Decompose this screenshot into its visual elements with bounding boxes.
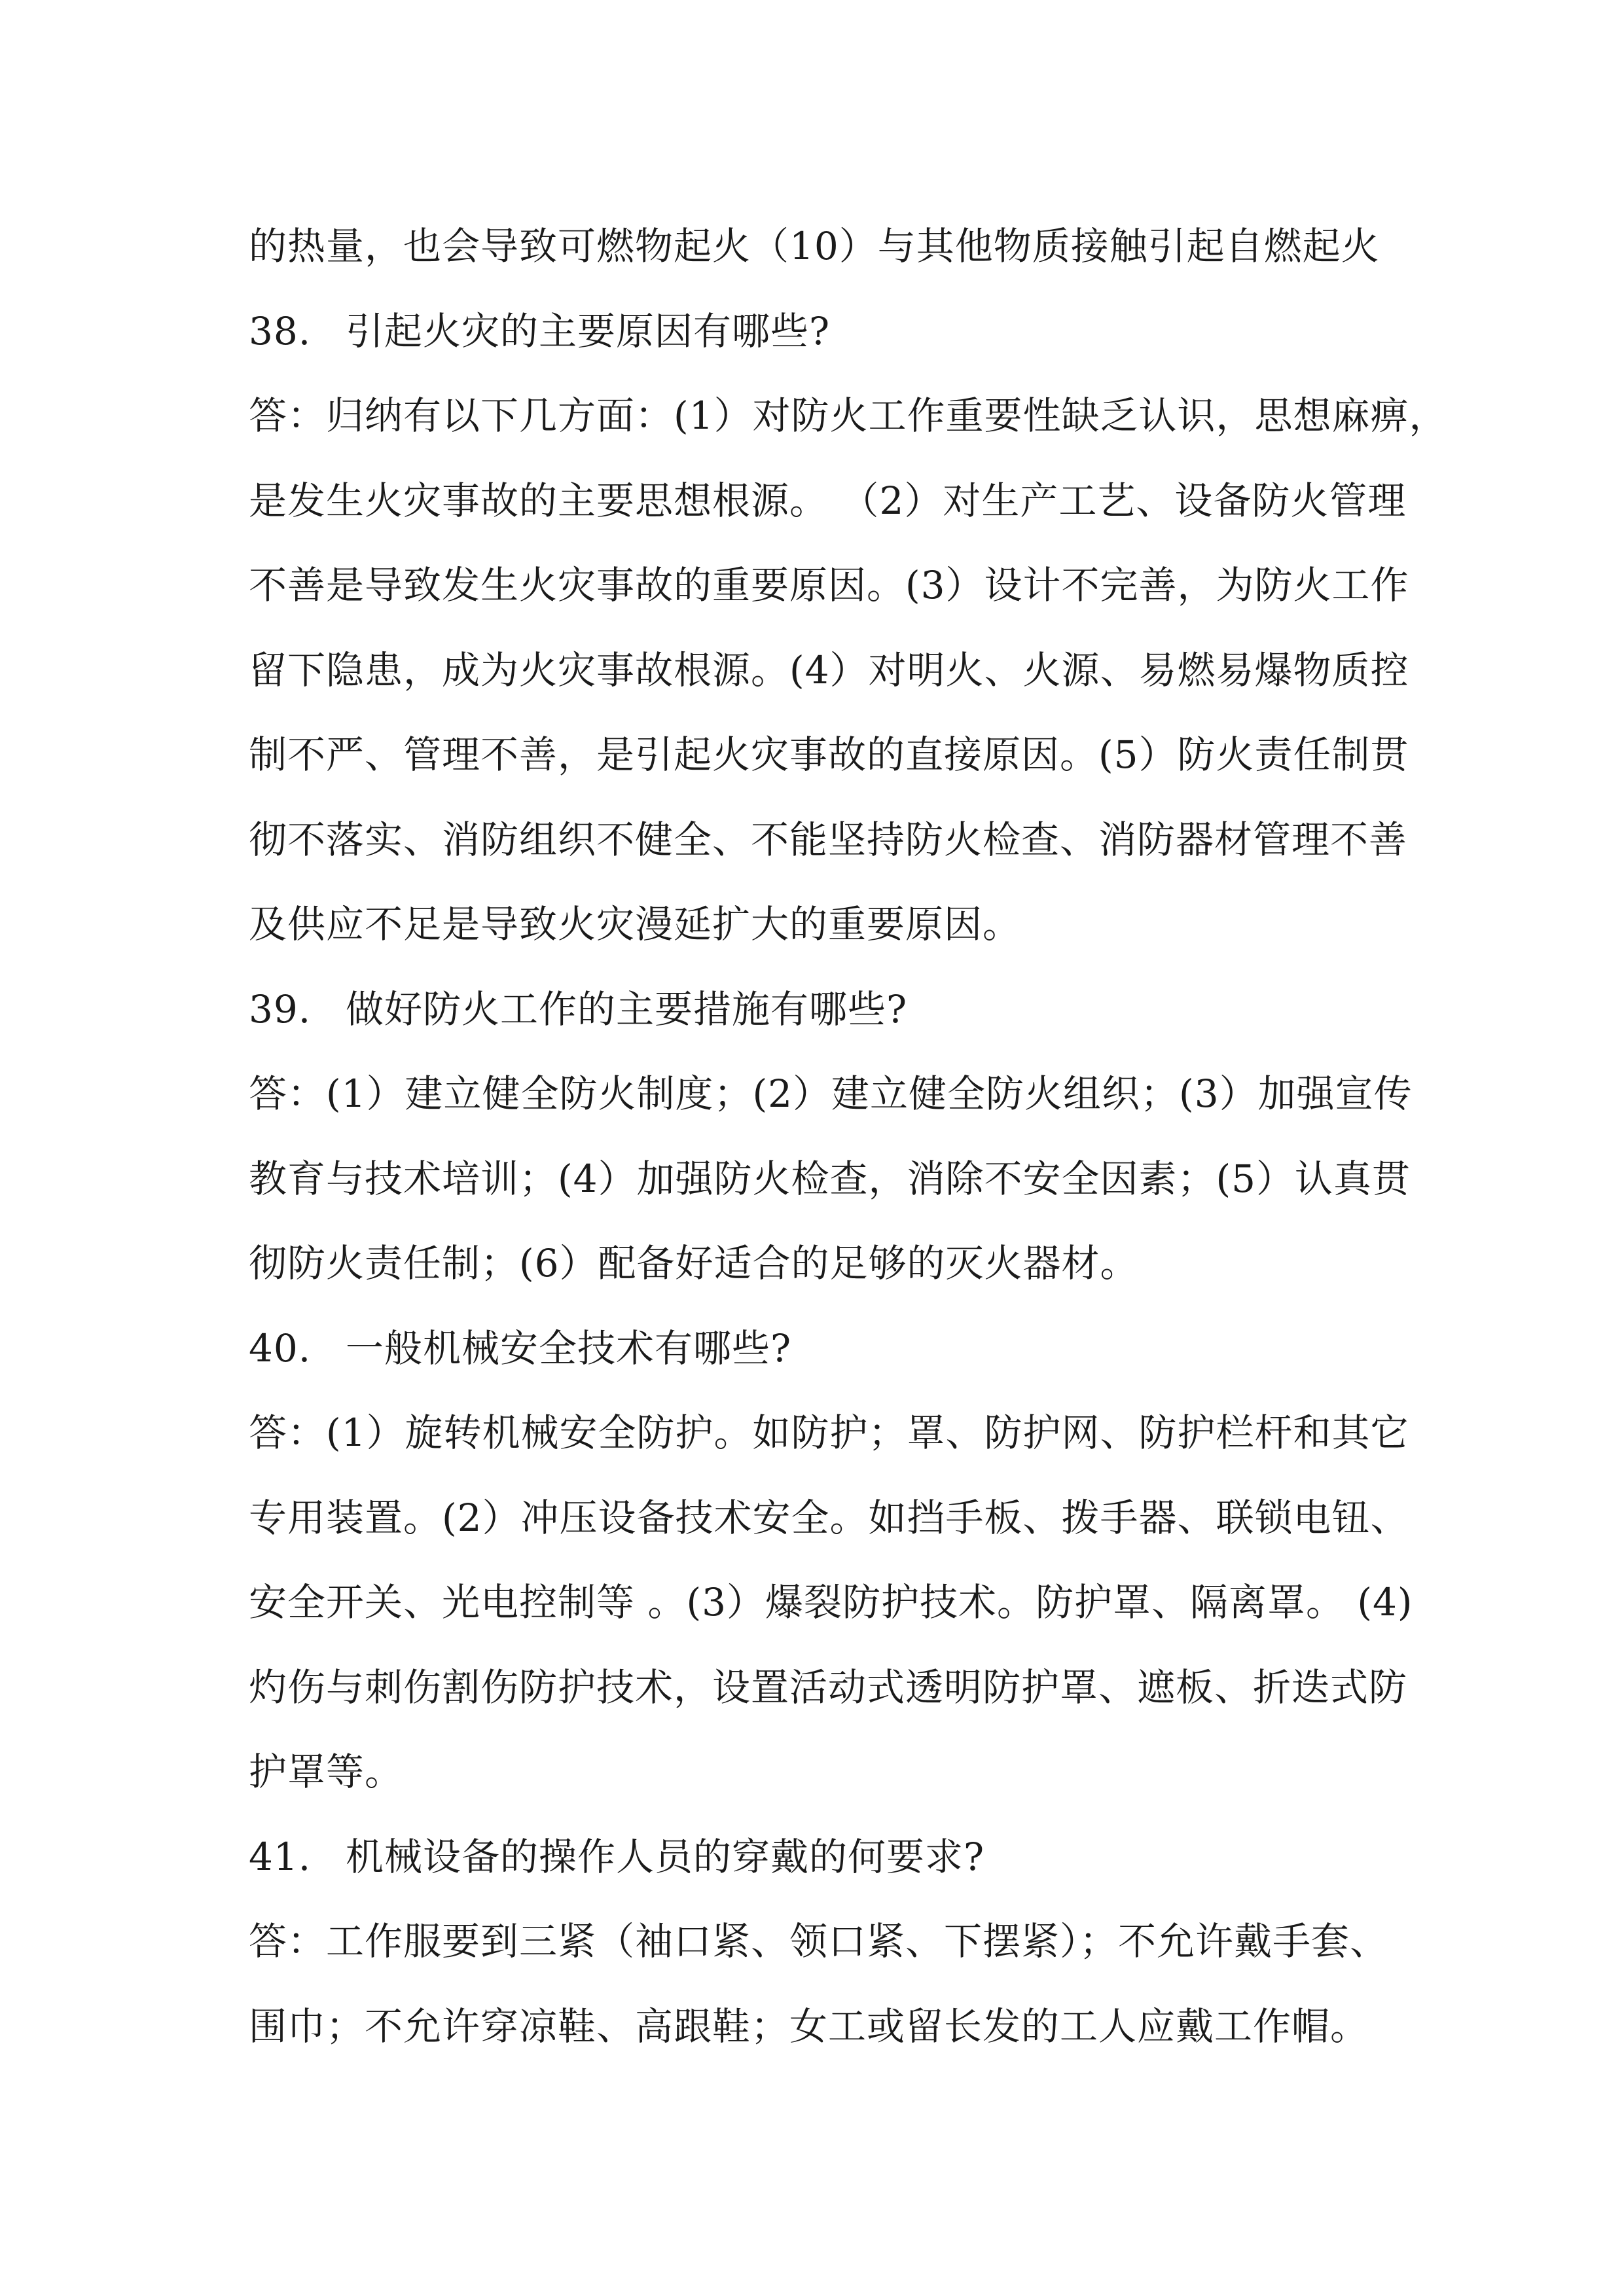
question-number: 39. xyxy=(249,986,312,1031)
question-line xyxy=(249,1306,1388,1391)
text-line: 的热量，也会导致可燃物起火（10）与其他物质接触引起自燃起火 xyxy=(249,224,1380,268)
question-line xyxy=(249,289,1388,374)
answer-line: 答：工作服要到三紧（袖口紧、领口紧、下摆紧）；不允许戴手套、 xyxy=(249,1919,1389,1964)
question-line xyxy=(249,967,1388,1052)
answer-line: 答：(1）旋转机械安全防护。如防护；罩、防护网、防护栏杆和其它 xyxy=(249,1410,1409,1455)
answer-line: 答：归纳有以下几方面：(1）对防火工作重要性缺乏认识，思想麻痹， xyxy=(249,393,1448,438)
question-text: 引起火灾的主要原因有哪些? xyxy=(346,308,831,353)
answer-line: 围巾；不允许穿凉鞋、高跟鞋；女工或留长发的工人应戴工作帽。 xyxy=(249,2003,1369,2049)
question-text: 一般机械安全技术有哪些? xyxy=(346,1325,792,1371)
question-number: 41. xyxy=(249,1834,312,1879)
answer-line: 专用装置。(2）冲压设备技术安全。如挡手板、拨手器、联锁电钮、 xyxy=(249,1495,1409,1540)
answer-line: 答：(1）建立健全防火制度；(2）建立健全防火组织；(3）加强宣传 xyxy=(249,1071,1413,1116)
question-text: 做好防火工作的主要措施有哪些? xyxy=(346,986,908,1031)
answer-line: 留下隐患，成为火灾事故根源。(4）对明火、火源、易燃易爆物质控 xyxy=(249,647,1409,692)
answer-line: 安全开关、光电控制等 。(3）爆裂防护技术。防护罩、隔离罩。 (4) xyxy=(249,1580,1413,1624)
answer-line: 教育与技术培训；(4）加强防火检查，消除不安全因素；(5）认真贯 xyxy=(249,1156,1411,1201)
question-number: 40. xyxy=(249,1325,312,1371)
answer-line: 制不严、管理不善，是引起火灾事故的直接原因。(5）防火责任制贯 xyxy=(249,732,1409,777)
answer-line: 护罩等。 xyxy=(249,1749,404,1794)
answer-line: 不善是导致发生火灾事故的重要原因。(3）设计不完善，为防火工作 xyxy=(249,563,1409,607)
answer-line: 彻防火责任制；(6）配备好适合的足够的灭火器材。 xyxy=(249,1241,1139,1285)
document-page xyxy=(249,204,1448,2069)
answer-line: 灼伤与刺伤割伤防护技术，设置活动式透明防护罩、遮板、折迭式防 xyxy=(249,1664,1408,1710)
question-line xyxy=(249,1815,1388,1900)
question-number: 38. xyxy=(249,308,312,353)
question-text: 机械设备的操作人员的穿戴的何要求? xyxy=(346,1834,985,1879)
answer-line: 彻不落实、消防组织不健全、不能坚持防火检查、消防器材管理不善 xyxy=(249,817,1408,862)
answer-line: 是发生火灾事故的主要思想根源。 （2）对生产工艺、设备防火管理 xyxy=(249,478,1407,523)
answer-line: 及供应不足是导致火灾漫延扩大的重要原因。 xyxy=(249,902,1022,946)
